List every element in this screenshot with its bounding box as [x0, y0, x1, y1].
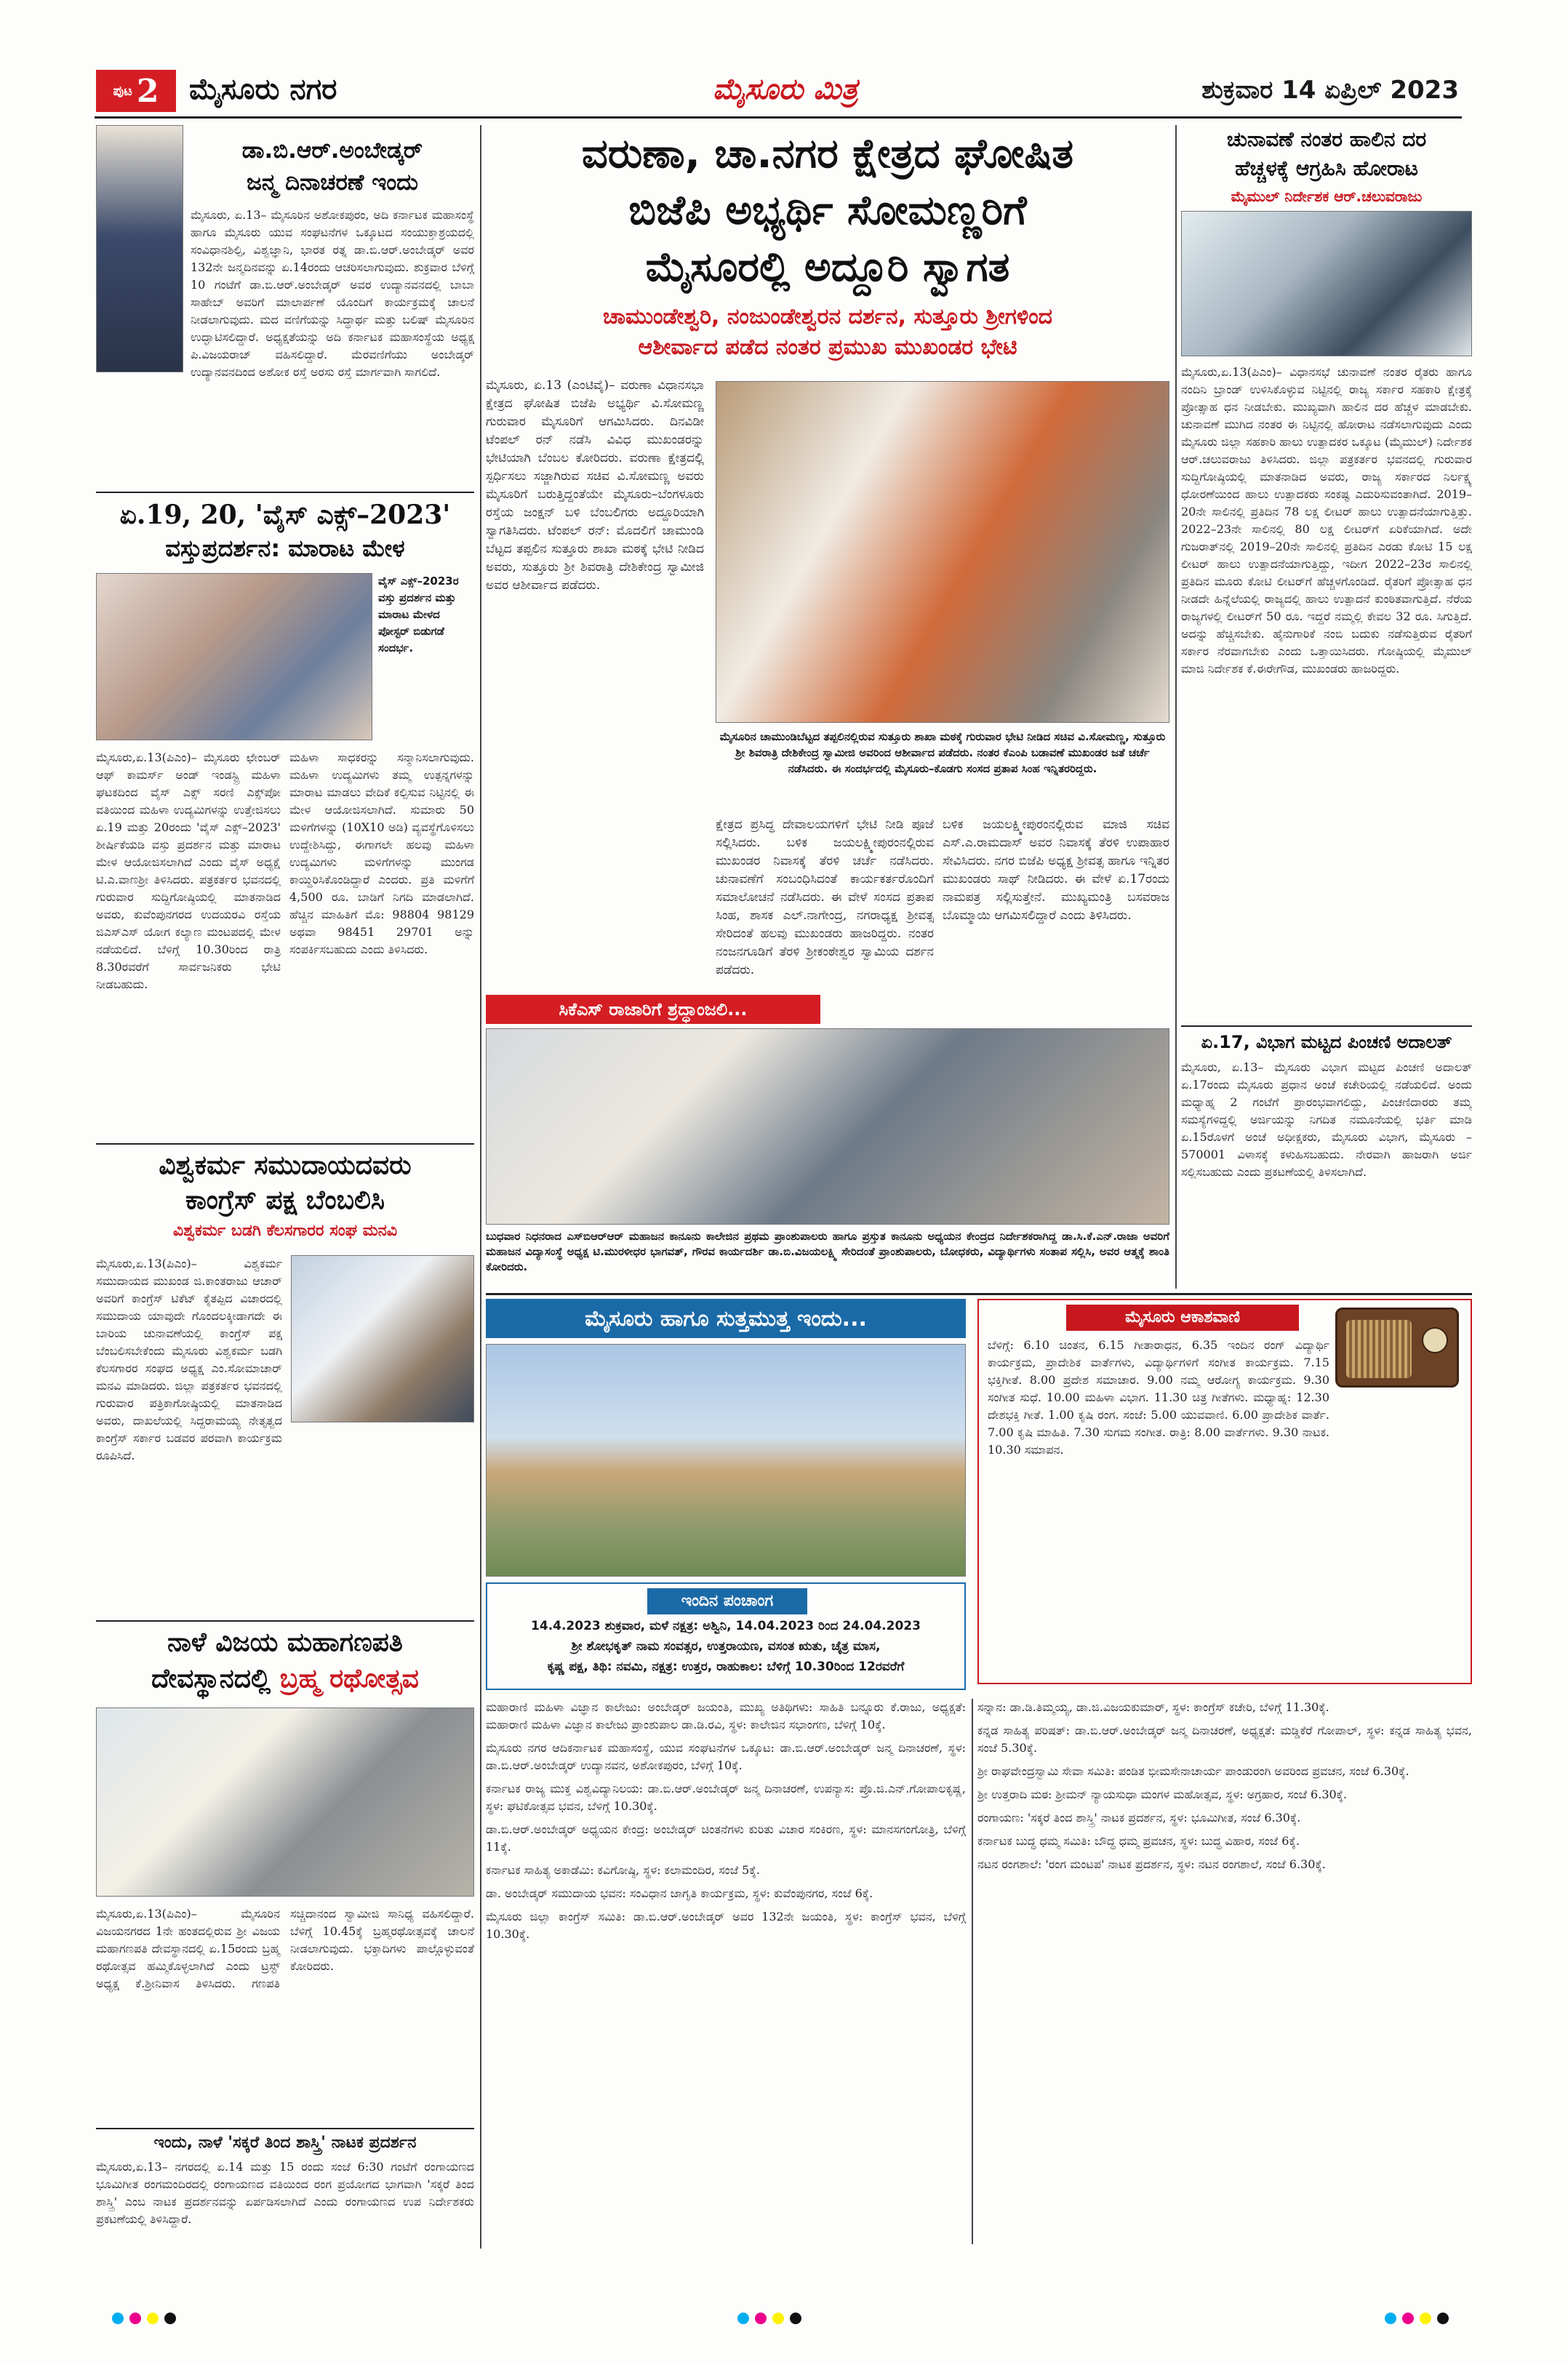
milk-story — [1181, 125, 1472, 1024]
radio-title — [1066, 1305, 1299, 1331]
today-banner — [486, 1299, 966, 1338]
registration-marks-center — [735, 2313, 804, 2327]
column-rule — [972, 1699, 973, 2244]
vishwakarma-title-1: ವಿಶ್ವಕರ್ಮ ಸಮುದಾಯದವರು — [159, 1150, 412, 1180]
listing-item: ನಟನ ರಂಗಶಾಲೆ: 'ರಂಗ ಮಂಟಪ' ನಾಟಕ ಪ್ರದರ್ಶನ, ಸ್ಥಳ: ನಟನ ರಂಗಶಾಲೆ, ಸಂಜೆ 6.30ಕ್ಕೆ. — [977, 1857, 1326, 1871]
listing-item: ಕನ್ನಡ ಸಾಹಿತ್ಯ ಪರಿಷತ್: ಡಾ.ಬಿ.ಆರ್.ಅಂಬೇಡ್ಕರ್ ಜನ್ಮ ದಿನಾಚರಣೆ, ಅಧ್ಯಕ್ಷತೆ: ಮಡ್ಡಿಕೆರೆ ಗೋಪಾಲ್, ಸ್ಥಳ: ಕನ್ನಡ ಸಾಹಿತ್ಯ ಭವನ, ಸಂಜೆ 5.30ಕ್ಕೆ. — [977, 1724, 1472, 1755]
ganapati-title-2a: ದೇವಸ್ಥಾನದಲ್ಲಿ — [151, 1664, 280, 1694]
listing-item: ರಂಗಾಯಣ: 'ಸಕ್ಕರೆ ತಿಂದ ಶಾಸ್ತ್ರಿ' ನಾಟಕ ಪ್ರದರ್ಶನ, ಸ್ಥಳ: ಭೂಮಿಗೀತ, ಸಂಜೆ 6.30ಕ್ಕೆ. — [977, 1811, 1301, 1825]
palace-photo — [486, 1344, 966, 1577]
panchanga-box — [486, 1582, 966, 1690]
page-number-badge — [96, 70, 176, 112]
divider — [96, 2128, 474, 2129]
expo-title-1: ಏ.19, 20, 'ವೈಸ್ ಎಕ್ಸ್–2023' — [119, 500, 451, 530]
ganapati-photo — [96, 1708, 474, 1897]
listings-left — [486, 1699, 966, 2249]
vishwakarma-title-2: ಕಾಂಗ್ರೆಸ್ ಪಕ್ಷ ಬೆಂಬಲಿಸಿ — [185, 1185, 385, 1215]
drama-body: ಮೈಸೂರು,ಏ.13– ನಗರದಲ್ಲಿ ಏ.14 ಮತ್ತು 15 ರಂದು ಸಂಜೆ 6:30 ಗಂಟೆಗೆ ರಂಗಾಯಣದ ಭೂಮಿಗೀತ ರಂಗಮಂದಿರದಲ್ಲಿ ರಂಗಾಯಣದ ವತಿಯಿಂದ ರಂಗ ಪ್ರಯೋಗದ ಭಾಗವಾಗಿ 'ಸಕ್ಕರೆ ತಿಂದ ಶಾಸ್ತ್ರಿ' ಎಂಬ ನಾಟಕ ಪ್ರದರ್ಶನವನ್ನು ಏರ್ಪಡಿಸಲಾಗಿದೆ ಎಂದು ರಂಗಾಯಣದ ಉಪ ನಿರ್ದೇಶಕರು ಪ್ರಕಟಣೆಯಲ್ಲಿ ತಿಳಿಸಿದ್ದಾರೆ. — [96, 2160, 474, 2226]
listing-item: ಮೈಸೂರು ನಗರ ಆದಿಕರ್ನಾಟಕ ಮಹಾಸಂಸ್ಥೆ, ಯುವ ಸಂಘಟನೆಗಳ ಒಕ್ಕೂಟ: ಡಾ.ಬಿ.ಆರ್.ಅಂಬೇಡ್ಕರ್ ಜನ್ಮ ದಿನಾಚರಣೆ, ಸ್ಥಳ: ಡಾ.ಬಿ.ಆರ್.ಅಂಬೇಡ್ಕರ್ ಉದ್ಯಾನವನ, ಅಶೋಕಪುರಂ, ಬೆಳಿಗ್ಗೆ 10ಕ್ಕೆ. — [486, 1741, 966, 1772]
milk-photo — [1181, 211, 1472, 356]
lead-body-a: ಮೈಸೂರು, ಏ.13 (ಎಂಟಿವೈ)– ವರುಣಾ ವಿಧಾನಸಭಾ ಕ್ಷೇತ್ರದ ಘೋಷಿತ ಬಿಜೆಪಿ ಅಭ್ಯರ್ಥಿ ವಿ.ಸೋಮಣ್ಣ ಗುರುವಾರ ಮೈಸೂರಿಗೆ ಆಗಮಿಸಿದರು. ದಿನವಿಡೀ ಟೆಂಪಲ್ ರನ್ ನಡೆಸಿ ವಿವಿಧ ಮುಖಂಡರನ್ನು ಭೇಟಿಯಾಗಿ ಬೆಂಬಲ ಕೋರಿದರು. ವರುಣಾ ಕ್ಷೇತ್ರದಲ್ಲಿ ಸ್ಪರ್ಧಿಸಲು ಸಜ್ಜಾಗಿರುವ ಸಚಿವ ವಿ.ಸೋಮಣ್ಣ ಅವರು ಮೈಸೂರಿಗೆ ಬರುತ್ತಿದ್ದಂತೆಯೇ ಮೈಸೂರು–ಬೆಂಗಳೂರು ರಸ್ತೆಯ ಜಂಕ್ಷನ್ ಬಳಿ ಬೆಂಬಲಿಗರು ಅದ್ದೂರಿಯಾಗಿ ಸ್ವಾಗತಿಸಿದರು. ಟೆಂಪಲ್ ರನ್: ಮೊದಲಿಗೆ ಚಾಮುಂಡಿ ಬೆಟ್ಟದ ತಪ್ಪಲಿನ ಸುತ್ತೂರು ಶಾಖಾ ಮಠಕ್ಕೆ ಭೇಟಿ ನೀಡಿದ ಅವರು, ಸುತ್ತೂರು ಶ್ರೀ ಶಿವರಾತ್ರಿ ದೇಶಿಕೇಂದ್ರ ಸ್ವಾಮೀಜಿ ಅವರ ಆಶೀರ್ವಾದ ಪಡೆದರು. — [486, 378, 704, 593]
listing-item: ಡಾ. ಅಂಬೇಡ್ಕರ್ ಸಮುದಾಯ ಭವನ: ಸಂವಿಧಾನ ಜಾಗೃತಿ ಕಾರ್ಯಕ್ರಮ, ಸ್ಥಳ: ಕುವೆಂಪುನಗರ, ಸಂಜೆ 6ಕ್ಕೆ. — [486, 1886, 873, 1900]
tribute-banner — [486, 995, 820, 1024]
ganapati-title-2 — [96, 1662, 474, 1696]
expo-photo-caption: ವೈಸ್ ಎಕ್ಸ್–2023ರ ವಸ್ತು ಪ್ರದರ್ಶನ ಮತ್ತು ಮಾರಾಟ ಮೇಳದ ಪೋಸ್ಟರ್ ಬಿಡುಗಡೆ ಸಂದರ್ಭ. — [378, 575, 459, 654]
issue-date: ಶುಕ್ರವಾರ 14 ಏಪ್ರಿಲ್ 2023 — [1201, 76, 1459, 105]
pension-title: ಏ.17, ವಿಭಾಗ ಮಟ್ಟದ ಪಿಂಚಣಿ ಅದಾಲತ್ — [1201, 1032, 1452, 1052]
divider — [96, 1143, 474, 1145]
divider — [96, 492, 474, 493]
panchanga-title-text: ಇಂದಿನ ಪಂಚಾಂಗ — [681, 1592, 774, 1610]
pension-body: ಮೈಸೂರು, ಏ.13– ಮೈಸೂರು ವಿಭಾಗ ಮಟ್ಟದ ಪಿಂಚಣಿ ಅದಾಲತ್ ಏ.17ರಂದು ಮೈಸೂರು ಪ್ರಧಾನ ಅಂಚೆ ಕಚೇರಿಯಲ್ಲಿ ನಡೆಯಲಿದೆ. ಅಂದು ಮಧ್ಯಾಹ್ನ 2 ಗಂಟೆಗೆ ಪ್ರಾರಂಭವಾಗಲಿದ್ದು, ಪಿಂಚಣಿದಾರರು ತಮ್ಮ ಸಮಸ್ಯೆಗಳಿದ್ದಲ್ಲಿ ಅರ್ಜಿಯನ್ನು ನಿಗದಿತ ನಮೂನೆಯಲ್ಲಿ ಭರ್ತಿ ಮಾಡಿ ಏ.15ರೊಳಗೆ ಅಂಚೆ ಅಧೀಕ್ಷಕರು, ಮೈಸೂರು ವಿಭಾಗ, ಮೈಸೂರು – 570001 ವಿಳಾಸಕ್ಕೆ ಕಳುಹಿಸಬಹುದು. ನೇರವಾಗಿ ಹಾಜರಾಗಿ ಅರ್ಜಿ ಸಲ್ಲಿಸಬಹುದು ಎಂದು ಪ್ರಕಟಣೆಯಲ್ಲಿ ತಿಳಿಸಲಾಗಿದೆ. — [1181, 1060, 1472, 1179]
divider — [96, 1620, 474, 1622]
today-section — [486, 1299, 1472, 2251]
masthead: ಮೈಸೂರು ಮಿತ್ರ — [713, 73, 858, 106]
column-rule — [1175, 125, 1177, 1289]
listing-item: ಡಾ.ಬಿ.ಆರ್.ಅಂಬೇಡ್ಕರ್ ಅಧ್ಯಯನ ಕೇಂದ್ರ: ಅಂಬೇಡ್ಕರ್ ಚಿಂತನೆಗಳು ಕುರಿತು ವಿಚಾರ ಸಂಕಿರಣ, ಸ್ಥಳ: ಮಾನಸಗಂಗೋತ್ರಿ, ಬೆಳಿಗ್ಗೆ 11ಕ್ಕೆ. — [486, 1822, 966, 1854]
radio-title-text: ಮೈಸೂರು ಆಕಾಶವಾಣಿ — [1125, 1308, 1240, 1326]
lead-subtitle-2: ಆಶೀರ್ವಾದ ಪಡೆದ ನಂತರ ಪ್ರಮುಖ ಮುಖಂಡರ ಭೇಟಿ — [638, 335, 1017, 360]
expo-title-2: ವಸ್ತುಪ್ರದರ್ಶನ: ಮಾರಾಟ ಮೇಳ — [165, 535, 405, 562]
expo-photo — [96, 573, 372, 740]
today-banner-text: ಮೈಸೂರು ಹಾಗೂ ಸುತ್ತಮುತ್ತ ಇಂದು... — [585, 1305, 867, 1332]
vishwakarma-subtitle: ವಿಶ್ವಕರ್ಮ ಬಡಗಿ ಕೆಲಸಗಾರರ ಸಂಘ ಮನವಿ — [172, 1222, 398, 1240]
lead-title-2: ಬಿಜೆಪಿ ಅಭ್ಯರ್ಥಿ ಸೋಮಣ್ಣರಿಗೆ — [628, 187, 1027, 234]
ganapati-body: ಮೈಸೂರು,ಏ.13(ಪಿಎಂ)– ಮೈಸೂರಿನ ವಿಜಯನಗರದ 1ನೇ ಹಂತದಲ್ಲಿರುವ ಶ್ರೀ ವಿಜಯ ಮಹಾಗಣಪತಿ ದೇವಸ್ಥಾನದಲ್ಲಿ ಏ.15ರಂದು ಬ್ರಹ್ಮ ರಥೋತ್ಸವ ಹಮ್ಮಿಕೊಳ್ಳಲಾಗಿದೆ ಎಂದು ಟ್ರಸ್ಟ್ ಅಧ್ಯಕ್ಷ ಕೆ.ಶ್ರೀನಿವಾಸ ತಿಳಿಸಿದರು. ಗಣಪತಿ ಸಚ್ಚಿದಾನಂದ ಸ್ವಾಮೀಜಿ ಸಾನಿಧ್ಯ ವಹಿಸಲಿದ್ದಾರೆ. ಬೆಳಿಗ್ಗೆ 10.45ಕ್ಕೆ ಬ್ರಹ್ಮರಥೋತ್ಸವಕ್ಕೆ ಚಾಲನೆ ನೀಡಲಾಗುವುದು. ಭಕ್ತಾದಿಗಳು ಪಾಲ್ಗೊಳ್ಳುವಂತೆ ಕೋರಿದರು. — [96, 1907, 474, 1990]
listing-item: ಕರ್ನಾಟಕ ರಾಜ್ಯ ಮುಕ್ತ ವಿಶ್ವವಿದ್ಯಾನಿಲಯ: ಡಾ.ಬಿ.ಆರ್.ಅಂಬೇಡ್ಕರ್ ಜನ್ಮ ದಿನಾಚರಣೆ, ಉಪನ್ಯಾಸ: ಪ್ರೊ.ಜಿ.ಎನ್.ಗೋಪಾಲಕೃಷ್ಣ, ಸ್ಥಳ: ಘಟಿಕೋತ್ಸವ ಭವನ, ಬೆಳಿಗ್ಗೆ 10.30ಕ್ಕೆ. — [486, 1782, 966, 1813]
lead-subtitle-1: ಚಾಮುಂಡೇಶ್ವರಿ, ನಂಜುಂಡೇಶ್ವರನ ದರ್ಶನ, ಸುತ್ತೂರು ಶ್ರೀಗಳಿಂದ — [602, 304, 1053, 329]
panchanga-line-2: ಶ್ರೀ ಶೋಭಕೃತ್ ನಾಮ ಸಂವತ್ಸರ, ಉತ್ತರಾಯಣ, ವಸಂತ ಋತು, ಚೈತ್ರ ಮಾಸ, — [571, 1639, 881, 1654]
lead-photo — [716, 381, 1169, 723]
radio-icon — [1335, 1308, 1459, 1388]
listing-item: ಕರ್ನಾಟಕ ಬುದ್ಧ ಧಮ್ಮ ಸಮಿತಿ: ಬೌದ್ಧ ಧಮ್ಮ ಪ್ರವಚನ, ಸ್ಥಳ: ಬುದ್ಧ ವಿಹಾರ, ಸಂಜೆ 6ಕ್ಕೆ. — [977, 1834, 1300, 1848]
ambedkar-story — [96, 125, 474, 489]
page-label: ಪುಟ — [113, 83, 132, 99]
milk-title-2: ಹೆಚ್ಚಳಕ್ಕೆ ಆಗ್ರಹಿಸಿ ಹೋರಾಟ — [1235, 156, 1418, 180]
radio-schedule: ಬೆಳಿಗ್ಗೆ: 6.10 ಚಿಂತನ, 6.15 ಗೀತಾರಾಧನ, 6.35 ಇಂದಿನ ರಂಗ್ ವಿದ್ಯಾರ್ಥಿ ಕಾರ್ಯಕ್ರಮ, ಪ್ರಾದೇಶಿಕ ವಾರ್ತೆಗಳು, ವಿದ್ಯಾರ್ಥಿಗಳಿಗೆ ಸಂಗೀತ ಕಾರ್ಯಕ್ರಮ. 7.15 ಭಕ್ತಿಗೀತೆ. 8.00 ಪ್ರದೇಶ ಸಮಾಚಾರ. 9.00 ನಮ್ಮ ಆರೋಗ್ಯ ಕಾರ್ಯಕ್ರಮ. 9.30 ಸಂಗೀತ ಸುಧೆ. 10.00 ಮಹಿಳಾ ವಿಭಾಗ. 11.30 ಚಿತ್ರ ಗೀತೆಗಳು. ಮಧ್ಯಾಹ್ನ: 12.30 ದೇಶಭಕ್ತಿ ಗೀತೆ. 1.00 ಕೃಷಿ ರಂಗ. ಸಂಜೆ: 5.00 ಯುವವಾಣಿ. 6.00 ಪ್ರಾದೇಶಿಕ ವಾರ್ತೆ. 7.00 ಕೃಷಿ ಮಾಹಿತಿ. 7.30 ಸುಗಮ ಸಂಗೀತ. ರಾತ್ರಿ: 8.00 ವಾರ್ತೆಗಳು. 9.30 ನಾಟಕ. 10.30 ಸಮಾಪನ. — [988, 1338, 1329, 1457]
lead-body-c: ಬಳಿಕ ಜಯಲಕ್ಷ್ಮೀಪುರಂನಲ್ಲಿರುವ ಮಾಜಿ ಸಚಿವ ಎಸ್.ಎ.ರಾಮದಾಸ್ ಅವರ ನಿವಾಸಕ್ಕೆ ತೆರಳಿ ಉಪಾಹಾರ ಸೇವಿಸಿದರು. ನಗರ ಬಿಜೆಪಿ ಅಧ್ಯಕ್ಷ ಶ್ರೀವತ್ಸ ಹಾಗೂ ಇನ್ನಿತರ ಮುಖಂಡರು ಸಾಥ್ ನೀಡಿದರು. ಈ ವೇಳೆ ಏ.17ರಂದು ನಾಮಪತ್ರ ಸಲ್ಲಿಸುತ್ತೇನೆ. ಮುಖ್ಯಮಂತ್ರಿ ಬಸವರಾಜ ಬೊಮ್ಮಾಯಿ ಆಗಮಿಸಲಿದ್ದಾರೆ ಎಂದು ತಿಳಿಸಿದರು. — [943, 817, 1169, 923]
ganapati-title-1: ನಾಳೆ ವಿಜಯ ಮಹಾಗಣಪತಿ — [167, 1628, 403, 1657]
lead-photo-caption: ಮೈಸೂರಿನ ಚಾಮುಂಡಿಬೆಟ್ಟದ ತಪ್ಪಲಿನಲ್ಲಿರುವ ಸುತ್ತೂರು ಶಾಖಾ ಮಠಕ್ಕೆ ಗುರುವಾರ ಭೇಟಿ ನೀಡಿದ ಸಚಿವ ವಿ.ಸೋಮಣ್ಣ, ಸುತ್ತೂರು ಶ್ರೀ ಶಿವರಾತ್ರಿ ದೇಶಿಕೇಂದ್ರ ಸ್ವಾಮೀಜಿ ಅವರಿಂದ ಆಶೀರ್ವಾದ ಪಡೆದರು. ನಂತರ ಕೆಎಂಪಿ ಬಡಾವಣೆ ಮುಖಂಡರ ಜತೆ ಚರ್ಚೆ ನಡೆಸಿದರು. ಈ ಸಂದರ್ಭದಲ್ಲಿ ಮೈಸೂರು–ಕೊಡಗು ಸಂಸದ ಪ್ರತಾಪ ಸಿಂಹ ಇನ್ನಿತರರಿದ್ದರು. — [719, 730, 1166, 775]
milk-body: ಮೈಸೂರು,ಏ.13(ಪಿಎಂ)– ವಿಧಾನಸಭೆ ಚುನಾವಣೆ ನಂತರ ರೈತರು ಹಾಗೂ ನಂದಿನಿ ಬ್ರಾಂಡ್ ಉಳಿಸಿಕೊಳ್ಳುವ ನಿಟ್ಟಿನಲ್ಲಿ ರಾಜ್ಯ ಸರ್ಕಾರ ಸಹಕಾರಿ ಕ್ಷೇತ್ರಕ್ಕೆ ಪ್ರೋತ್ಸಾಹ ಧನ ನೀಡಬೇಕು. ಮುಖ್ಯವಾಗಿ ಹಾಲಿನ ದರ ಹೆಚ್ಚಳ ಮಾಡಬೇಕು. ಚುನಾವಣೆ ಮುಗಿದ ನಂತರ ಈ ನಿಟ್ಟಿನಲ್ಲಿ ಹೋರಾಟ ನಡೆಸಲಾಗುವುದು ಎಂದು ಮೈಸೂರು ಜಿಲ್ಲಾ ಸಹಕಾರಿ ಹಾಲು ಉತ್ಪಾದಕರ ಒಕ್ಕೂಟ (ಮೈಮುಲ್) ನಿರ್ದೇಶಕ ಆರ್.ಚಲುವರಾಜು ತಿಳಿಸಿದರು. ಜಿಲ್ಲಾ ಪತ್ರಕರ್ತರ ಭವನದಲ್ಲಿ ಗುರುವಾರ ಸುದ್ದಿಗೋಷ್ಠಿಯಲ್ಲಿ ಮಾತನಾಡಿದ ಅವರು, ರಾಜ್ಯ ಸರ್ಕಾರದ ನಿರ್ಲಕ್ಷ್ಯ ಧೋರಣೆಯಿಂದ ಹಾಲು ಉತ್ಪಾದಕರು ಸಂಕಷ್ಟ ಎದುರಿಸುವಂತಾಗಿದೆ. 2019–20ನೇ ಸಾಲಿನಲ್ಲಿ ಪ್ರತಿದಿನ 78 ಲಕ್ಷ ಲೀಟರ್ ಹಾಲು ಉತ್ಪಾದನೆಯಾಗುತ್ತಿತ್ತು. 2022–23ನೇ ಸಾಲಿನಲ್ಲಿ 80 ಲಕ್ಷ ಲೀಟರ್‌ಗೆ ಏರಿಕೆಯಾಗಿದೆ. ಅದೇ ಗುಜರಾತ್‌ನಲ್ಲಿ 2019–20ನೇ ಸಾಲಿನಲ್ಲಿ ಪ್ರತಿದಿನ ಎರಡು ಕೋಟಿ 15 ಲಕ್ಷ ಲೀಟರ್ ಹಾಲು ಉತ್ಪಾದನೆಯಾಗುತ್ತಿದ್ದು, ಇದೀಗ 2022–23ರ ಸಾಲಿನಲ್ಲಿ ಪ್ರತಿದಿನ ಮೂರು ಕೋಟಿ ಲೀಟರ್‌ಗೆ ಹೆಚ್ಚಳಗೊಂಡಿದೆ. ರೈತರಿಗೆ ಪ್ರೋತ್ಸಾಹ ಧನ ನೀಡದೇ ಹಿನ್ನೆಲೆಯಲ್ಲಿ ರಾಜ್ಯದಲ್ಲಿ ಹಾಲು ಉತ್ಪಾದನೆ ಕುಂಠಿತವಾಗುತ್ತಿದೆ. ನೆರೆಯ ರಾಜ್ಯಗಳಲ್ಲಿ ಲೀಟರ್‌ಗೆ 50 ರೂ. ಇದ್ದರೆ ನಮ್ಮಲ್ಲಿ ಕೇವಲ 32 ರೂ. ಸಿಗುತ್ತಿದೆ. ಅದನ್ನು ಹೆಚ್ಚಿಸಬೇಕು. ಹೈನುಗಾರಿಕೆ ನಂಬಿ ಬದುಕು ನಡೆಸುತ್ತಿರುವ ರೈತರಿಗೆ ಸರ್ಕಾರ ನೆರವಾಗಬೇಕು ಎಂದು ಒತ್ತಾಯಿಸಿದರು. ಗೋಷ್ಠಿಯಲ್ಲಿ ಮೈಮುಲ್ ಮಾಜಿ ನಿರ್ದೇಶಕ ಕೆ.ಈರೇಗೌಡ, ಮುಖಂಡರು ಹಾಜರಿದ್ದರು. — [1181, 365, 1472, 676]
listing-item: ಸನ್ನಾನ: ಡಾ.ಡಿ.ತಿಮ್ಮಯ್ಯ, ಡಾ.ಜಿ.ವಿಜಯಕುಮಾರ್, ಸ್ಥಳ: ಕಾಂಗ್ರೆಸ್ ಕಚೇರಿ, ಬೆಳಿಗ್ಗೆ 11.30ಕ್ಕೆ. — [977, 1700, 1329, 1714]
vishwakarma-photo — [291, 1255, 474, 1422]
listing-item: ಕರ್ನಾಟಕ ಸಾಹಿತ್ಯ ಅಕಾಡೆಮಿ: ಕವಿಗೋಷ್ಠಿ, ಸ್ಥಳ: ಕಲಾಮಂದಿರ, ಸಂಜೆ 5ಕ್ಕೆ. — [486, 1863, 760, 1877]
divider — [1181, 1025, 1472, 1027]
lead-body-b: ಕ್ಷೇತ್ರದ ಪ್ರಸಿದ್ಧ ದೇವಾಲಯಗಳಿಗೆ ಭೇಟಿ ನೀಡಿ ಪೂಜೆ ಸಲ್ಲಿಸಿದರು. ಬಳಿಕ ಜಯಲಕ್ಷ್ಮೀಪುರಂನಲ್ಲಿರುವ ಮುಖಂಡರ ನಿವಾಸಕ್ಕೆ ತೆರಳಿ ಚರ್ಚೆ ನಡೆಸಿದರು. ಚುನಾವಣೆಗೆ ಸಂಬಂಧಿಸಿದಂತೆ ಕಾರ್ಯಕರ್ತರೊಂದಿಗೆ ಸಮಾಲೋಚನೆ ನಡೆಸಿದರು. ಈ ವೇಳೆ ಸಂಸದ ಪ್ರತಾಪ ಸಿಂಹ, ಶಾಸಕ ಎಲ್.ನಾಗೇಂದ್ರ, ನಗರಾಧ್ಯಕ್ಷ ಶ್ರೀವತ್ಸ ಸೇರಿದಂತೆ ಹಲವು ಮುಖಂಡರು ಹಾಜರಿದ್ದರು. ನಂತರ ನಂಜನಗೂಡಿಗೆ ತೆರಳಿ ಶ್ರೀಕಂಠೇಶ್ವರ ಸ್ವಾಮಿಯ ದರ್ಶನ ಪಡೆದರು. — [716, 817, 934, 977]
milk-subtitle: ಮೈಮುಲ್ ನಿರ್ದೇಶಕ ಆರ್.ಚಲುವರಾಜು — [1231, 188, 1423, 205]
page-number: 2 — [136, 72, 159, 110]
tribute-banner-text: ಸಿಕೆಎಸ್ ರಾಜಾರಿಗೆ ಶ್ರದ್ಧಾಂಜಲಿ... — [559, 999, 748, 1020]
radio-box — [977, 1299, 1472, 1684]
section-title: ಮೈಸೂರು ನಗರ — [189, 73, 337, 106]
expo-story — [96, 497, 474, 1137]
milk-title-1: ಚುನಾವಣೆ ನಂತರ ಹಾಲಿನ ದರ — [1226, 127, 1427, 151]
header-rule — [95, 116, 1462, 119]
expo-body-right: ಮಹಿಳಾ ಸಾಧಕರನ್ನು ಸನ್ಮಾನಿಸಲಾಗುವುದು. ಮಹಿಳಾ ಉದ್ಯಮಿಗಳು ತಮ್ಮ ಉತ್ಪನ್ನಗಳನ್ನು ಮಾರಾಟ ಮಾಡಲು ವೇದಿಕೆ ಕಲ್ಪಿಸುವ ನಿಟ್ಟಿನಲ್ಲಿ ಈ ಮೇಳ ಆಯೋಜಿಸಲಾಗಿದೆ. ಸುಮಾರು 50 ಮಳಿಗೆಗಳನ್ನು (10X10 ಅಡಿ) ವ್ಯವಸ್ಥೆಗೊಳಿಸಲು ಉದ್ದೇಶಿಸಿದ್ದು, ಈಗಾಗಲೇ ಹಲವು ಮಹಿಳಾ ಉದ್ಯಮಿಗಳು ಮಳಿಗೆಗಳನ್ನು ಮುಂಗಡ ಕಾಯ್ದಿರಿಸಿಕೊಂಡಿದ್ದಾರೆ ಎಂದರು. ಪ್ರತಿ ಮಳಿಗೆಗೆ 4,500 ರೂ. ಬಾಡಿಗೆ ನಿಗದಿ ಮಾಡಲಾಗಿದೆ. ಹೆಚ್ಚಿನ ಮಾಹಿತಿಗೆ ಮೊ: 98804 98129 ಅಥವಾ 98451 29701 ಅನ್ನು ಸಂಪರ್ಕಿಸಬಹುದು ಎಂದು ತಿಳಿಸಿದರು. — [289, 750, 474, 956]
panchanga-line-3: ಕೃಷ್ಣ ಪಕ್ಷ, ತಿಥಿ: ನವಮಿ, ನಕ್ಷತ್ರ: ಉತ್ತರ, ರಾಹುಕಾಲ: ಬೆಳಿಗ್ಗೆ 10.30ರಿಂದ 12ರವರೆಗೆ — [547, 1660, 905, 1674]
ganapati-title-2b: ಬ್ರಹ್ಮ ರಥೋತ್ಸವ — [279, 1664, 419, 1694]
expo-body-left: ಮೈಸೂರು,ಏ.13(ಪಿಎಂ)– ಮೈಸೂರು ಛೇಂಬರ್ ಆಫ್ ಕಾಮರ್ಸ್ ಅಂಡ್ ಇಂಡಸ್ಟ್ರಿ ಮಹಿಳಾ ಘಟಕದಿಂದ ವೈಸ್ ಎಕ್ಸ್ ಸರಣಿ ಎಕ್ಸ್‌ಪೋ ವತಿಯಿಂದ ಮಹಿಳಾ ಉದ್ಯಮಿಗಳನ್ನು ಉತ್ತೇಜಿಸಲು ಏ.19 ಮತ್ತು 20ರಂದು 'ವೈಸ್ ಎಕ್ಸ್–2023' ಶೀರ್ಷಿಕೆಯಡಿ ವಸ್ತು ಪ್ರದರ್ಶನ ಮತ್ತು ಮಾರಾಟ ಮೇಳ ಆಯೋಜಿಸಲಾಗಿದೆ ಎಂದು ವೈಸ್ ಅಧ್ಯಕ್ಷೆ ಟಿ.ಎ.ವಾಣಶ್ರೀ ತಿಳಿಸಿದರು. ಪತ್ರಕರ್ತರ ಭವನದಲ್ಲಿ ಗುರುವಾರ ಸುದ್ದಿಗೋಷ್ಠಿಯಲ್ಲಿ ಮಾತನಾಡಿದ ಅವರು, ಕುವೆಂಪುನಗರದ ಉದಯರವಿ ರಸ್ತೆಯ ಜಿಎಸ್ಎಸ್ ಯೋಗ ಕಲ್ಯಾಣ ಮಂಟಪದಲ್ಲಿ ಮೇಳ ನಡೆಯಲಿದೆ. ಬೆಳಿಗ್ಗೆ 10.30ರಿಂದ ರಾತ್ರಿ 8.30ರವರೆಗೆ ಸಾರ್ವಜನಿಕರು ಭೇಟಿ ನೀಡಬಹುದು. — [96, 750, 281, 991]
divider — [486, 1293, 1472, 1295]
listing-item: ಶ್ರೀ ಉತ್ತರಾದಿ ಮಠ: ಶ್ರೀಮನ್ ನ್ಯಾಯಸುಧಾ ಮಂಗಳ ಮಹೋತ್ಸವ, ಸ್ಥಳ: ಅಗ್ರಹಾರ, ಸಂಜೆ 6.30ಕ್ಕೆ. — [977, 1787, 1348, 1801]
vishwakarma-body: ಮೈಸೂರು,ಏ.13(ಪಿಎಂ)– ವಿಶ್ವಕರ್ಮ ಸಮುದಾಯದ ಮುಖಂಡ ಜಿ.ಕಾಂತರಾಜು ಆಚಾರ್ ಅವರಿಗೆ ಕಾಂಗ್ರೆಸ್ ಟಿಕೆಟ್ ಕೈತಪ್ಪಿದ ವಿಚಾರದಲ್ಲಿ ಸಮುದಾಯ ಯಾವುದೇ ಗೊಂದಲಕ್ಕೀಡಾಗದೇ ಈ ಬಾರಿಯ ಚುನಾವಣೆಯಲ್ಲಿ ಕಾಂಗ್ರೆಸ್ ಪಕ್ಷ ಬೆಂಬಲಿಸಬೇಕೆಂದು ಮೈಸೂರು ವಿಶ್ವಕರ್ಮ ಬಡಗಿ ಕೆಲಸಗಾರರ ಸಂಘದ ಅಧ್ಯಕ್ಷ ಎಂ.ಸೋಮಾಚಾರ್ ಮನವಿ ಮಾಡಿದರು. ಜಿಲ್ಲಾ ಪತ್ರಕರ್ತರ ಭವನದಲ್ಲಿ ಗುರುವಾರ ಪತ್ರಿಕಾಗೋಷ್ಠಿಯಲ್ಲಿ ಮಾತನಾಡಿದ ಅವರು, ದಾಖಲೆಯಲ್ಲಿ ಸಿದ್ದರಾಮಯ್ಯ ನೇತೃತ್ವದ ಕಾಂಗ್ರೆಸ್ ಸರ್ಕಾರ ಬಡವರ ಪರವಾಗಿ ಕಾರ್ಯಕ್ರಮ ರೂಪಿಸಿದೆ. — [96, 1257, 282, 1462]
vishwakarma-story — [96, 1149, 474, 1614]
page-header — [0, 0, 1568, 116]
ambedkar-title-2: ಜನ್ಮ ದಿನಾಚರಣೆ ಇಂದು — [247, 169, 418, 196]
ambedkar-body: ಮೈಸೂರು, ಏ.13– ಮೈಸೂರಿನ ಅಶೋಕಪುರಂ, ಅದಿ ಕರ್ನಾಟಕ ಮಹಾಸಂಸ್ಥೆ ಹಾಗೂ ಮೈಸೂರು ಯುವ ಸಂಘಟನೆಗಳ ಒಕ್ಕೂಟದ ಸಂಯುಕ್ತಾಶ್ರಯದಲ್ಲಿ ಸಂವಿಧಾನಶಿಲ್ಪಿ, ವಿಶ್ವಜ್ಞಾನಿ, ಭಾರತ ರತ್ನ ಡಾ.ಬಿ.ಆರ್.ಅಂಬೇಡ್ಕರ್ ಅವರ 132ನೇ ಜನ್ಮದಿನವನ್ನು ಏ.14ರಂದು ಆಚರಿಸಲಾಗುವುದು. ಶುಕ್ರವಾರ ಬೆಳಿಗ್ಗೆ 10 ಗಂಟೆಗೆ ಡಾ.ಬಿ.ಆರ್.ಅಂಬೇಡ್ಕರ್ ಅವರ ಉದ್ಯಾನವನದಲ್ಲಿ ಬಾಬಾ ಸಾಹೇಬ್ ಅವರಿಗೆ ಮಾಲಾರ್ಪಣೆ ಯೊಂದಿಗೆ ಕಾರ್ಯಕ್ರಮಕ್ಕೆ ಚಾಲನೆ ನೀಡಲಾಗುವುದು. ಮದ ವಣಿಗೆಯನ್ನು ಸಿದ್ಧಾರ್ಥ ಮತ್ತು ಬಲಿಷ್ ಮೈಸೂರಿನ ಉದ್ಘಾಟಿಸಲಿದ್ದಾರೆ. ಅಧ್ಯಕ್ಷತೆಯನ್ನು ಅದಿ ಕರ್ನಾಟಕ ಮಹಾಸಂಸ್ಥೆಯ ಅಧ್ಯಕ್ಷ ಪಿ.ವಿಜಯರಾಜ್ ವಹಿಸಲಿದ್ದಾರೆ. ಮೆರವಣಿಗೆಯು ಅಂಬೇಡ್ಕರ್ ಉದ್ಯಾನವನದಿಂದ ಅಶೋಕ ರಸ್ತೆ ಅರಸು ರಸ್ತೆ ಮಾರ್ಗವಾಗಿ ಸಾಗಲಿದೆ. — [191, 208, 474, 379]
ganapati-story — [96, 1626, 474, 2251]
tribute-photo — [486, 1028, 1169, 1225]
panchanga-line-1: 14.4.2023 ಶುಕ್ರವಾರ, ಮಳೆ ನಕ್ಷತ್ರ: ಅಶ್ವಿನಿ, 14.04.2023 ರಿಂದ 24.04.2023 — [531, 1619, 921, 1633]
column-rule — [480, 125, 481, 2249]
registration-marks-left — [109, 2313, 179, 2327]
tribute-caption: ಬುಧವಾರ ನಿಧನರಾದ ಎಸ್‌ಬಿಆರ್‌ಆರ್ ಮಹಾಜನ ಕಾನೂನು ಕಾಲೇಜಿನ ಪ್ರಥಮ ಪ್ರಾಂಶುಪಾಲರು ಹಾಗೂ ಪ್ರಸ್ತುತ ಕಾನೂನು ಅಧ್ಯಯನ ಕೇಂದ್ರದ ನಿರ್ದೇಶಕರಾಗಿದ್ದ ಡಾ.ಸಿ.ಕೆ.ಎನ್.ರಾಜಾ ಅವರಿಗೆ ಮಹಾಜನ ವಿದ್ಯಾಸಂಸ್ಥೆ ಅಧ್ಯಕ್ಷ ಟಿ.ಮುರಳೀಧರ ಭಾಗವತ್, ಗೌರವ ಕಾರ್ಯದರ್ಶಿ ಡಾ.ಬಿ.ವಿಜಯಲಕ್ಷ್ಮಿ ಸೇರಿದಂತೆ ಪ್ರಾಂಶುಪಾಲರು, ಬೋಧಕರು, ವಿದ್ಯಾರ್ಥಿಗಳು ಸಂತಾಪ ಸಲ್ಲಿಸಿ, ಅವರ ಆತ್ಮಕ್ಕೆ ಶಾಂತಿ ಕೋರಿದರು. — [486, 1230, 1169, 1273]
listing-item: ಮಹಾರಾಣಿ ಮಹಿಳಾ ವಿಜ್ಞಾನ ಕಾಲೇಜು: ಅಂಬೇಡ್ಕರ್ ಜಯಂತಿ, ಮುಖ್ಯ ಅತಿಥಿಗಳು: ಸಾಹಿತಿ ಬನ್ನೂರು ಕೆ.ರಾಜು, ಅಧ್ಯಕ್ಷತೆ: ಮಹಾರಾಣಿ ಮಹಿಳಾ ವಿಜ್ಞಾನ ಕಾಲೇಜು ಪ್ರಾಂಶುಪಾಲ ಡಾ.ಡಿ.ರವಿ, ಸ್ಥಳ: ಕಾಲೇಜಿನ ಸಭಾಂಗಣ, ಬೆಳಿಗ್ಗೆ 10ಕ್ಕೆ. — [486, 1700, 966, 1732]
pension-story — [1181, 1030, 1472, 1292]
registration-marks-right — [1382, 2313, 1452, 2327]
panchanga-title — [647, 1588, 807, 1614]
drama-title: ಇಂದು, ನಾಳೆ 'ಸಕ್ಕರೆ ತಿಂದ ಶಾಸ್ತ್ರಿ' ನಾಟಕ ಪ್ರದರ್ಶನ — [153, 2134, 417, 2152]
listing-item: ಮೈಸೂರು ಜಿಲ್ಲಾ ಕಾಂಗ್ರೆಸ್ ಸಮಿತಿ: ಡಾ.ಬಿ.ಆರ್.ಅಂಬೇಡ್ಕರ್ ಅವರ 132ನೇ ಜಯಂತಿ, ಸ್ಥಳ: ಕಾಂಗ್ರೆಸ್ ಭವನ, ಬೆಳಿಗ್ಗೆ 10.30ಕ್ಕೆ. — [486, 1910, 966, 1941]
listing-item: ಶ್ರೀ ರಾಘವೇಂದ್ರಸ್ವಾಮಿ ಸೇವಾ ಸಮಿತಿ: ಪಂಡಿತ ಭೀಮಸೇನಾಚಾರ್ಯ ಪಾಂಡುರಂಗಿ ಅವರಿಂದ ಪ್ರವಚನ, ಸಂಜೆ 6.30ಕ್ಕೆ. — [977, 1764, 1409, 1778]
ambedkar-portrait — [96, 125, 183, 372]
lead-title-3: ಮೈಸೂರಲ್ಲಿ ಅದ್ದೂರಿ ಸ್ವಾಗತ — [645, 244, 1010, 291]
ambedkar-title-1: ಡಾ.ಬಿ.ಆರ್.ಅಂಬೇಡ್ಕರ್ — [241, 137, 423, 164]
lead-title-1: ವರುಣಾ, ಚಾ.ನಗರ ಕ್ಷೇತ್ರದ ಘೋಷಿತ — [581, 130, 1074, 177]
lead-story — [486, 122, 1169, 1162]
listings-right — [977, 1699, 1472, 2249]
